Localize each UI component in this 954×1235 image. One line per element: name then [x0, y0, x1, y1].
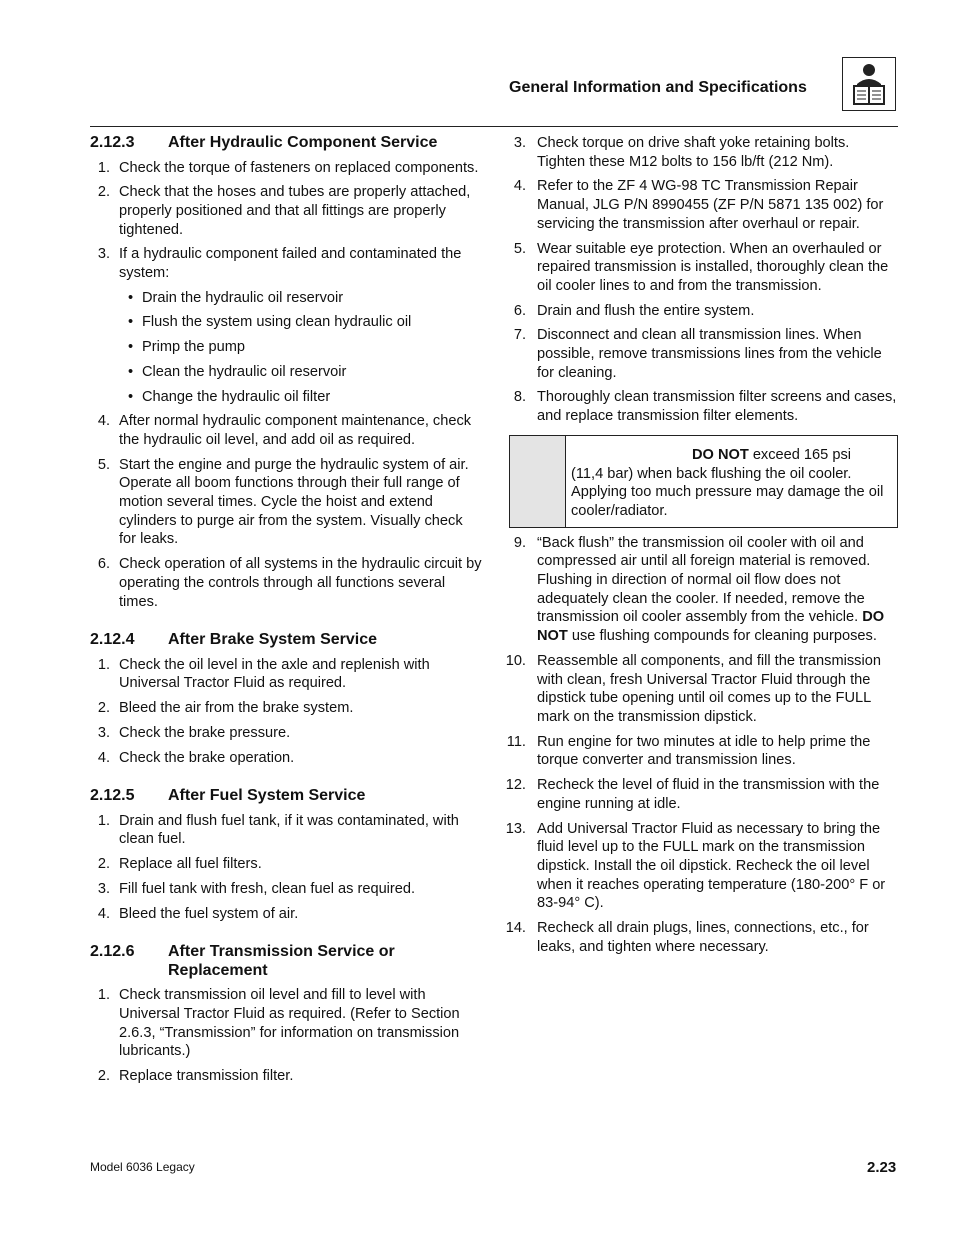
step-number: 14. — [505, 920, 526, 937]
list-item — [90, 724, 482, 743]
book-reader-icon — [842, 57, 896, 111]
section-heading-2-12-3 — [90, 134, 482, 153]
brake-steps — [90, 656, 482, 768]
section-number: 2.12.6 — [90, 943, 135, 961]
step-text: Wear suitable eye protection. When an overhauled or repaired transmission is installed, thoroughly clean the oil cooler lines to and from the transmission. — [537, 240, 889, 294]
section-number: 2.12.4 — [90, 631, 135, 649]
list-item — [90, 855, 482, 874]
transmission-steps — [90, 986, 482, 1086]
bullet-text: Primp the pump — [142, 339, 246, 356]
hydraulic-bullets — [90, 289, 482, 407]
bullet-icon: • — [128, 289, 134, 306]
list-item — [505, 820, 898, 914]
step-number: 3. — [97, 880, 110, 897]
step-number: 4. — [97, 413, 110, 430]
bullet-icon: • — [128, 314, 134, 331]
step-number: 3. — [97, 246, 110, 263]
step-text: Add Universal Tractor Fluid as necessary to bring the fluid level up to the FULL mark on the transmission dipstick. Install the oil dipstick. Recheck the oil level when it reaches operating temperature (180-200° F or 83-94° C). — [537, 820, 886, 912]
hydraulic-steps — [90, 159, 482, 283]
list-item — [509, 240, 898, 296]
step-number: 12. — [505, 777, 526, 794]
section-title: After Hydraulic Component Service — [168, 134, 438, 151]
step-text: Recheck all drain plugs, lines, connections, etc., for leaks, and tighten where necessary. — [537, 920, 869, 955]
caution-label-panel — [510, 436, 566, 527]
list-item — [90, 880, 482, 899]
page-number: 2.23 — [867, 1159, 897, 1176]
bullet-icon: • — [128, 363, 134, 380]
bullet-item — [90, 289, 482, 308]
bullet-text: Flush the system using clean hydraulic oil — [142, 314, 412, 331]
list-item — [509, 534, 898, 646]
step-text: Replace transmission filter. — [119, 1068, 294, 1085]
step-text-part: use flushing compounds for cleaning purposes. — [567, 628, 877, 645]
step-number: 5. — [513, 240, 526, 257]
step-text: Drain and flush fuel tank, if it was contaminated, with clean fuel. — [119, 812, 459, 848]
bullet-text: Change the hydraulic oil filter — [142, 388, 331, 405]
step-text: Check the brake operation. — [119, 749, 295, 766]
list-item — [90, 159, 482, 178]
transmission-steps-continued — [509, 134, 898, 426]
list-item — [505, 652, 898, 727]
header-rule — [90, 126, 898, 127]
step-number: 1. — [97, 656, 110, 673]
caution-text — [566, 436, 897, 527]
section-number: 2.12.5 — [90, 787, 135, 805]
step-number: 6. — [513, 302, 526, 319]
list-item — [509, 326, 898, 382]
list-item — [509, 134, 898, 171]
step-text: Check that the hoses and tubes are properly attached, properly positioned and that all fittings are properly tightened. — [119, 184, 471, 238]
step-text: Fill fuel tank with fresh, clean fuel as required. — [119, 880, 416, 897]
step-text: Check the torque of fasteners on replaced components. — [119, 159, 479, 176]
step-text: Replace all fuel filters. — [119, 856, 262, 873]
step-number: 1. — [97, 812, 110, 829]
step-text: Bleed the fuel system of air. — [119, 905, 299, 922]
step-text: Run engine for two minutes at idle to help prime the torque converter and transmission lines. — [537, 733, 871, 769]
bullet-icon: • — [128, 388, 134, 405]
list-item — [509, 302, 898, 321]
step-number: 11. — [506, 733, 526, 750]
list-item — [90, 656, 482, 693]
list-item — [90, 1067, 482, 1086]
step-text: Check the oil level in the axle and replenish with Universal Tractor Fluid as required. — [119, 656, 430, 692]
hydraulic-steps-continued — [90, 412, 482, 611]
bullet-text: Drain the hydraulic oil reservoir — [142, 289, 344, 306]
caution-text-part: (11,4 bar) when back flushing the oil cooler. Applying too much pressure may damage the oil cooler/radiator. — [571, 465, 884, 519]
list-item — [505, 776, 898, 813]
step-number: 6. — [97, 556, 110, 573]
step-text: Thoroughly clean transmission filter screens and cases, and replace transmission filter elements. — [537, 389, 897, 425]
step-number: 4. — [97, 905, 110, 922]
step-text-part: “Back flush” the transmission oil cooler with oil and compressed air until all foreign material is removed. Flushing in direction of normal oil flow does not adequately clean the cooler. If needed, remove the transmission oil cooler assembly from the vehicle. — [537, 534, 871, 626]
bullet-item — [90, 388, 482, 407]
section-heading-2-12-6 — [90, 943, 482, 980]
caution-text-part: exceed 165 psi — [748, 446, 851, 463]
step-number: 10. — [505, 652, 526, 669]
step-number: 5. — [97, 456, 110, 473]
running-header-title: General Information and Specifications — [509, 79, 807, 96]
step-text: Start the engine and purge the hydraulic system of air. Operate all boom functions through their full range of motion several times. Cycle the hoist and extend cylinders to purge air from the system. Visually check for leaks. — [119, 456, 469, 548]
step-number: 3. — [513, 135, 526, 151]
bullet-item — [90, 363, 482, 382]
left-column — [90, 134, 482, 1086]
step-text: Check torque on drive shaft yoke retaining bolts. Tighten these M12 bolts to 156 lb/ft (212 Nm). — [537, 135, 850, 170]
list-item — [90, 412, 482, 449]
step-number: 3. — [97, 724, 110, 741]
bullet-icon: • — [128, 339, 134, 356]
step-number: 7. — [513, 327, 526, 344]
step-number: 8. — [513, 389, 526, 406]
transmission-steps-final — [505, 534, 898, 957]
section-number: 2.12.3 — [90, 134, 135, 151]
list-item — [90, 183, 482, 239]
step-text: Recheck the level of fluid in the transmission with the engine running at idle. — [537, 777, 880, 812]
step-text: If a hydraulic component failed and contaminated the system: — [119, 246, 462, 282]
step-text: Check transmission oil level and fill to level with Universal Tractor Fluid as required. (Refer to Section 2.6.3, “Transmission” for information on transmission lubricants.) — [119, 987, 460, 1060]
list-item — [90, 749, 482, 768]
list-item — [90, 456, 482, 550]
step-text: Reassemble all components, and fill the transmission with clean, fresh Universal Tractor Fluid through the dipstick tube opening until oil comes up to the FULL mark on the transmission dipstick. — [537, 652, 881, 725]
list-item — [506, 733, 898, 770]
list-item — [90, 555, 482, 611]
step-number: 9. — [513, 534, 526, 551]
section-title: After Transmission Service or Replacement — [168, 943, 395, 979]
bullet-item — [90, 338, 482, 357]
list-item — [90, 812, 482, 849]
caution-emphasis: DO NOT — [692, 446, 749, 463]
step-number: 13. — [505, 820, 526, 837]
step-text — [537, 534, 898, 646]
list-item — [90, 245, 482, 282]
list-item — [505, 919, 898, 956]
step-number: 2. — [97, 184, 110, 201]
list-item — [90, 699, 482, 718]
footer-model: Model 6036 Legacy — [90, 1160, 195, 1174]
step-text: Disconnect and clean all transmission lines. When possible, remove transmissions lines from the vehicle for cleaning. — [537, 327, 882, 381]
step-number: 1. — [97, 987, 110, 1004]
step-text: Drain and flush the entire system. — [537, 302, 755, 319]
list-item — [90, 905, 482, 924]
section-heading-2-12-4 — [90, 631, 482, 650]
step-number: 2. — [97, 1068, 110, 1085]
bullet-text: Clean the hydraulic oil reservoir — [142, 363, 347, 380]
list-item — [90, 986, 482, 1061]
step-emphasis: DO NOT — [537, 609, 885, 645]
step-number: 4. — [513, 178, 526, 195]
step-text: Bleed the air from the brake system. — [119, 700, 354, 717]
step-number: 4. — [97, 749, 110, 766]
fuel-steps — [90, 812, 482, 924]
bullet-item — [90, 313, 482, 332]
section-title: After Fuel System Service — [168, 787, 366, 805]
right-column — [505, 134, 898, 956]
section-heading-2-12-5 — [90, 787, 482, 806]
caution-box — [509, 435, 898, 528]
section-title: After Brake System Service — [168, 631, 378, 649]
list-item — [509, 177, 898, 233]
step-text: Refer to the ZF 4 WG-98 TC Transmission Repair Manual, JLG P/N 8990455 (ZF P/N 5871 135 002) for servicing the transmission after overhaul or repair. — [537, 178, 884, 232]
step-text: Check the brake pressure. — [119, 724, 291, 741]
list-item — [509, 388, 898, 425]
step-text: Check operation of all systems in the hydraulic circuit by operating the controls through all functions several times. — [119, 556, 482, 610]
step-number: 2. — [97, 856, 110, 873]
step-number: 2. — [97, 700, 110, 717]
step-text: After normal hydraulic component maintenance, check the hydraulic oil level, and add oil as required. — [119, 413, 472, 448]
step-number: 1. — [97, 159, 110, 176]
